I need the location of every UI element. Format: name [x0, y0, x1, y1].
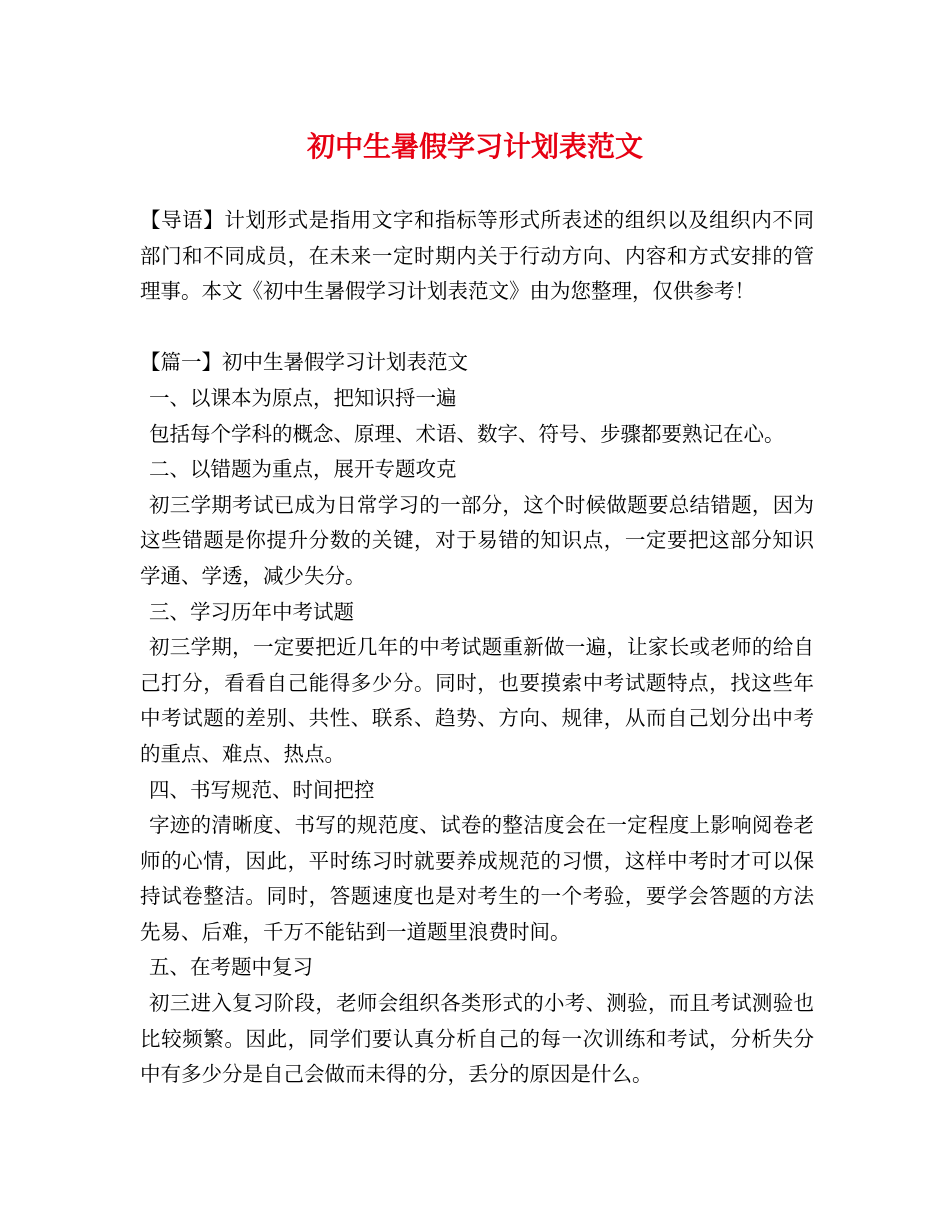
section-heading-2: 二、以错题为重点，展开专题攻克	[149, 457, 457, 482]
document-body	[140, 203, 814, 1093]
section-heading-1: 一、以课本为原点，把知识捋一遍	[149, 385, 457, 410]
section-body-5: 初三进入复习阶段，老师会组织各类形式的小考、测验，而且考试测验也比较频繁。因此，同学们要认真分析自己的每一次训练和考试，分析失分中有多少分是自己会做而未得的分，丢分的原因是什么。	[140, 991, 814, 1087]
part-heading: 【篇一】初中生暑假学习计划表范文	[140, 350, 468, 375]
document-title: 初中生暑假学习计划表范文	[306, 130, 643, 163]
section-heading-4: 四、书写规范、时间把控	[149, 777, 375, 802]
section-heading-3: 三、学习历年中考试题	[149, 599, 354, 624]
section-body-3: 初三学期，一定要把近几年的中考试题重新做一遍，让家长或老师的给自己打分，看看自己能得多少分。同时，也要摸索中考试题特点，找这些年中考试题的差别、共性、联系、趋势、方向、规律，从而自己划分出中考的重点、难点、热点。	[140, 635, 814, 766]
section-body-1: 包括每个学科的概念、原理、术语、数字、符号、步骤都要熟记在心。	[149, 421, 785, 446]
intro-paragraph: 【导语】计划形式是指用文字和指标等形式所表述的组织以及组织内不同部门和不同成员，在未来一定时期内关于行动方向、内容和方式安排的管理事。本文《初中生暑假学习计划表范文》由为您整理，仅供参考！	[140, 208, 814, 304]
section-heading-5: 五、在考题中复习	[149, 955, 313, 980]
section-body-2: 初三学期考试已成为日常学习的一部分，这个时候做题要总结错题，因为这些错题是你提升分数的关键，对于易错的知识点，一定要把这部分知识学通、学透，减少失分。	[140, 492, 814, 588]
section-body-4: 字迹的清晰度、书写的规范度、试卷的整洁度会在一定程度上影响阅卷老师的心情，因此，平时练习时就要养成规范的习惯，这样中考时才可以保持试卷整洁。同时，答题速度也是对考生的一个考验，要学会答题的方法先易、后难，千万不能钻到一道题里浪费时间。	[140, 813, 814, 944]
